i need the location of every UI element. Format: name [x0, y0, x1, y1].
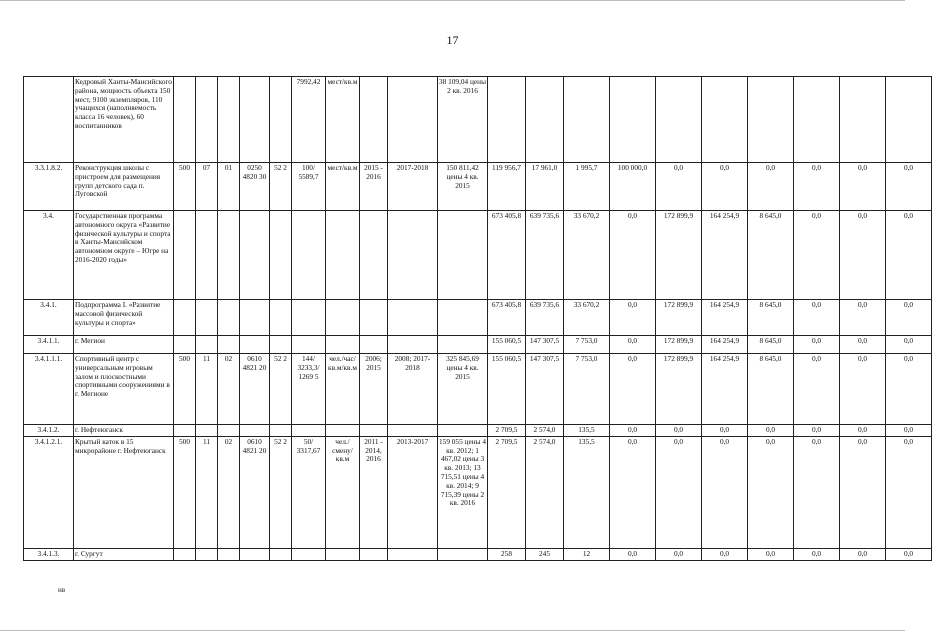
table-cell: Кедровый Ханты-Мансийского района, мощность объекта 150 мест, 9100 экземпляров, 110 учащихся (наполняемость класса 16 человек), 60 воспитанников — [74, 77, 174, 163]
table-cell: 2006; 2015 — [360, 354, 388, 425]
table-cell: 673 405,8 — [488, 300, 526, 336]
table-cell — [240, 211, 270, 300]
table-cell: 0,0 — [656, 425, 702, 437]
table-row — [24, 354, 932, 425]
table-cell — [240, 77, 270, 163]
table-cell: 172 899,9 — [656, 336, 702, 354]
table-cell: 0,0 — [610, 300, 656, 336]
table-cell: 8 645,0 — [748, 354, 794, 425]
table-cell: 11 — [196, 436, 218, 548]
table-cell: 150 811,42 цены 4 кв. 2015 — [438, 163, 488, 211]
table-cell — [196, 548, 218, 560]
table-cell: 155 060,5 — [488, 336, 526, 354]
table-cell: 100/ 5589,7 — [292, 163, 326, 211]
table-cell: 164 254,9 — [702, 336, 748, 354]
table-cell: Крытый каток в 15 микрорайоне г. Нефтеюганск — [74, 436, 174, 548]
table-cell: 02 — [218, 354, 240, 425]
table-cell: 0,0 — [886, 300, 932, 336]
table-cell: 0,0 — [610, 425, 656, 437]
table-cell: 7992,42 — [292, 77, 326, 163]
table-cell: 0,0 — [656, 163, 702, 211]
table-cell: 0,0 — [886, 436, 932, 548]
table-cell: 119 956,7 — [488, 163, 526, 211]
table-cell — [360, 211, 388, 300]
table-cell — [240, 336, 270, 354]
table-cell: 8 645,0 — [748, 211, 794, 300]
table-cell — [360, 548, 388, 560]
table-cell — [196, 211, 218, 300]
table-cell: 3.4.1.2. — [24, 425, 74, 437]
table-cell — [270, 300, 292, 336]
table-cell: 3.4. — [24, 211, 74, 300]
table-cell: 0,0 — [794, 163, 840, 211]
table-cell — [174, 425, 196, 437]
table-cell: 11 — [196, 354, 218, 425]
table-cell: 2 709,5 — [488, 425, 526, 437]
table-cell — [388, 336, 438, 354]
table-cell — [360, 425, 388, 437]
table-cell: 3.4.1. — [24, 300, 74, 336]
table-row — [24, 211, 932, 300]
table-cell: 0,0 — [656, 436, 702, 548]
table-cell: 135,5 — [564, 425, 610, 437]
bottom-scan-line — [0, 630, 905, 631]
table-cell: 33 670,2 — [564, 300, 610, 336]
table-cell: 0250 4820 30 — [240, 163, 270, 211]
table-cell: 147 307,5 — [526, 336, 564, 354]
table-row — [24, 77, 932, 163]
table-cell: 0,0 — [886, 354, 932, 425]
table-cell: 164 254,9 — [702, 211, 748, 300]
table-cell — [656, 77, 702, 163]
table-cell: 0610 4821 20 — [240, 436, 270, 548]
table-cell: Государственная программа автономного округа «Развитие физической культуры и спорта в Ханты-Мансийском автономном округе – Югре на 2016-2020 годы» — [74, 211, 174, 300]
table-cell: 172 899,9 — [656, 211, 702, 300]
table-cell — [438, 336, 488, 354]
table-cell: 2011 - 2014, 2016 — [360, 436, 388, 548]
table-cell — [526, 77, 564, 163]
table-cell — [218, 336, 240, 354]
table-cell — [360, 300, 388, 336]
budget-table — [23, 76, 932, 561]
table-cell: 33 670,2 — [564, 211, 610, 300]
table-cell: 0,0 — [702, 163, 748, 211]
table-cell — [388, 211, 438, 300]
footer-mark: нв — [58, 586, 66, 594]
table-cell: 52 2 — [270, 163, 292, 211]
table-cell: 0,0 — [748, 548, 794, 560]
table-cell: 0,0 — [610, 436, 656, 548]
table-cell: 01 — [218, 163, 240, 211]
table-cell: 2 574,0 — [526, 425, 564, 437]
table-cell — [196, 300, 218, 336]
table-cell: 172 899,9 — [656, 354, 702, 425]
table-cell — [270, 77, 292, 163]
table-cell — [292, 548, 326, 560]
table-cell: 0,0 — [840, 436, 886, 548]
table-cell — [886, 77, 932, 163]
table-cell: чел./час/кв.м/кв.м — [326, 354, 360, 425]
table-cell: 500 — [174, 163, 196, 211]
table-cell — [840, 77, 886, 163]
table-cell: 258 — [488, 548, 526, 560]
table-cell: 0,0 — [610, 336, 656, 354]
table-cell: 7 753,0 — [564, 354, 610, 425]
table-cell — [240, 548, 270, 560]
table-cell — [702, 77, 748, 163]
table-cell: Реконструкция школы с пристроем для размещения групп детского сада п. Луговской — [74, 163, 174, 211]
table-cell: 0,0 — [840, 425, 886, 437]
table-cell — [438, 425, 488, 437]
table-cell: 0,0 — [886, 336, 932, 354]
table-cell: 0,0 — [794, 336, 840, 354]
table-cell: 0,0 — [702, 436, 748, 548]
table-cell — [326, 336, 360, 354]
table-cell: 2013-2017 — [388, 436, 438, 548]
table-cell — [292, 300, 326, 336]
table-cell: 0,0 — [794, 436, 840, 548]
table-cell — [196, 425, 218, 437]
table-cell: 17 961,0 — [526, 163, 564, 211]
table-row — [24, 425, 932, 437]
top-scan-line — [0, 0, 905, 1]
table-cell — [270, 425, 292, 437]
table-cell — [388, 425, 438, 437]
table-cell: 1 995,7 — [564, 163, 610, 211]
table-cell: 164 254,9 — [702, 354, 748, 425]
table-cell — [326, 211, 360, 300]
table-cell — [292, 425, 326, 437]
table-cell: 2 709,5 — [488, 436, 526, 548]
table-cell: 172 899,9 — [656, 300, 702, 336]
table-cell — [270, 548, 292, 560]
table-cell: 164 254,9 — [702, 300, 748, 336]
table-cell: 639 735,6 — [526, 211, 564, 300]
table-cell: 0,0 — [840, 163, 886, 211]
table-cell: 3.4.1.3. — [24, 548, 74, 560]
table-cell: 2008; 2017-2018 — [388, 354, 438, 425]
table-cell: 0,0 — [794, 211, 840, 300]
table-cell — [196, 336, 218, 354]
table-cell — [270, 211, 292, 300]
table-cell — [218, 211, 240, 300]
table-cell: 147 307,5 — [526, 354, 564, 425]
table-cell: 07 — [196, 163, 218, 211]
table-row — [24, 548, 932, 560]
table-cell: 0,0 — [748, 163, 794, 211]
table-cell — [174, 211, 196, 300]
table-cell — [326, 300, 360, 336]
table-cell — [388, 77, 438, 163]
table-cell: 12 — [564, 548, 610, 560]
table-row — [24, 436, 932, 548]
table-cell: 500 — [174, 354, 196, 425]
table-cell — [610, 77, 656, 163]
table-cell — [292, 336, 326, 354]
table-cell: 8 645,0 — [748, 300, 794, 336]
table-cell — [196, 77, 218, 163]
table-cell — [360, 77, 388, 163]
table-cell: 0,0 — [702, 548, 748, 560]
table-cell — [174, 300, 196, 336]
table-cell: 0,0 — [840, 548, 886, 560]
table-cell — [240, 425, 270, 437]
table-cell: 159 055 цены 4 кв. 2012; 1 467,02 цены 3 кв. 2013; 13 715,51 цены 4 кв. 2014; 9 715,39 цены 2 кв. 2016 — [438, 436, 488, 548]
table-cell: 100 000,0 — [610, 163, 656, 211]
table-cell: мест/кв.м — [326, 163, 360, 211]
table-cell — [388, 300, 438, 336]
table-cell: 52 2 — [270, 436, 292, 548]
table-cell — [438, 548, 488, 560]
table-cell — [326, 548, 360, 560]
table-cell: 02 — [218, 436, 240, 548]
table-cell — [174, 77, 196, 163]
table-cell: 325 845,69 цены 4 кв. 2015 — [438, 354, 488, 425]
table-cell: 0,0 — [656, 548, 702, 560]
table-cell: 8 645,0 — [748, 336, 794, 354]
page-number: 17 — [446, 33, 459, 47]
table-cell: 2015 - 2016 — [360, 163, 388, 211]
table-cell: г. Нефтеюганск — [74, 425, 174, 437]
table-cell — [218, 548, 240, 560]
table-cell: 673 405,8 — [488, 211, 526, 300]
table-cell — [218, 425, 240, 437]
table-cell: 0,0 — [840, 211, 886, 300]
table-cell: 0,0 — [702, 425, 748, 437]
table-cell: 3.3.1.8.2. — [24, 163, 74, 211]
table-cell — [438, 211, 488, 300]
table-cell: 7 753,0 — [564, 336, 610, 354]
table-cell: 0,0 — [794, 354, 840, 425]
table-cell: 245 — [526, 548, 564, 560]
table-cell — [748, 77, 794, 163]
table-row — [24, 300, 932, 336]
table-row — [24, 336, 932, 354]
table-cell — [360, 336, 388, 354]
table-cell: 0,0 — [840, 300, 886, 336]
table-cell: 3.4.1.1. — [24, 336, 74, 354]
table-cell: 144/ 3233,3/ 1269 5 — [292, 354, 326, 425]
table-cell — [388, 548, 438, 560]
table-cell: 0,0 — [840, 336, 886, 354]
table-cell: 0610 4821 20 — [240, 354, 270, 425]
table-cell: 0,0 — [794, 425, 840, 437]
table-cell: 500 — [174, 436, 196, 548]
table-cell — [218, 77, 240, 163]
table-cell — [488, 77, 526, 163]
table-cell: 3.4.1.1.1. — [24, 354, 74, 425]
table-cell: чел./смену/кв.м — [326, 436, 360, 548]
table-cell: 639 735,6 — [526, 300, 564, 336]
table-cell: 0,0 — [610, 548, 656, 560]
table-cell — [292, 211, 326, 300]
table-cell — [174, 548, 196, 560]
table-cell: 50/ 3317,67 — [292, 436, 326, 548]
table-cell: 0,0 — [886, 163, 932, 211]
table-cell: 0,0 — [610, 211, 656, 300]
table-cell: 155 060,5 — [488, 354, 526, 425]
table-row — [24, 163, 932, 211]
table-cell: Подпрограмма I. «Развитие массовой физической культуры и спорта» — [74, 300, 174, 336]
table-cell: 0,0 — [886, 211, 932, 300]
table-cell: 135,5 — [564, 436, 610, 548]
table-cell: 0,0 — [794, 548, 840, 560]
table-cell: 38 109,04 цены 2 кв. 2016 — [438, 77, 488, 163]
table-cell — [794, 77, 840, 163]
table-cell: г. Мегион — [74, 336, 174, 354]
table-cell: 0,0 — [886, 425, 932, 437]
table-cell: 0,0 — [794, 300, 840, 336]
table-cell: Спортивный центр с универсальным игровым залом и плоскостными спортивными сооружениями в г. Мегионе — [74, 354, 174, 425]
table-cell — [174, 336, 196, 354]
table-cell — [438, 300, 488, 336]
table-cell: 0,0 — [610, 354, 656, 425]
table-cell — [24, 77, 74, 163]
table-cell: 0,0 — [840, 354, 886, 425]
table-cell — [564, 77, 610, 163]
table-cell: 3.4.1.2.1. — [24, 436, 74, 548]
table-cell — [218, 300, 240, 336]
table-cell: 0,0 — [886, 548, 932, 560]
table-cell — [270, 336, 292, 354]
table-cell: 2017-2018 — [388, 163, 438, 211]
table-cell: 0,0 — [748, 425, 794, 437]
table-cell: мест/кв.м — [326, 77, 360, 163]
table-cell: г. Сургут — [74, 548, 174, 560]
table-cell: 2 574,0 — [526, 436, 564, 548]
table-cell: 52 2 — [270, 354, 292, 425]
table-cell — [326, 425, 360, 437]
table-cell — [240, 300, 270, 336]
table-cell: 0,0 — [748, 436, 794, 548]
